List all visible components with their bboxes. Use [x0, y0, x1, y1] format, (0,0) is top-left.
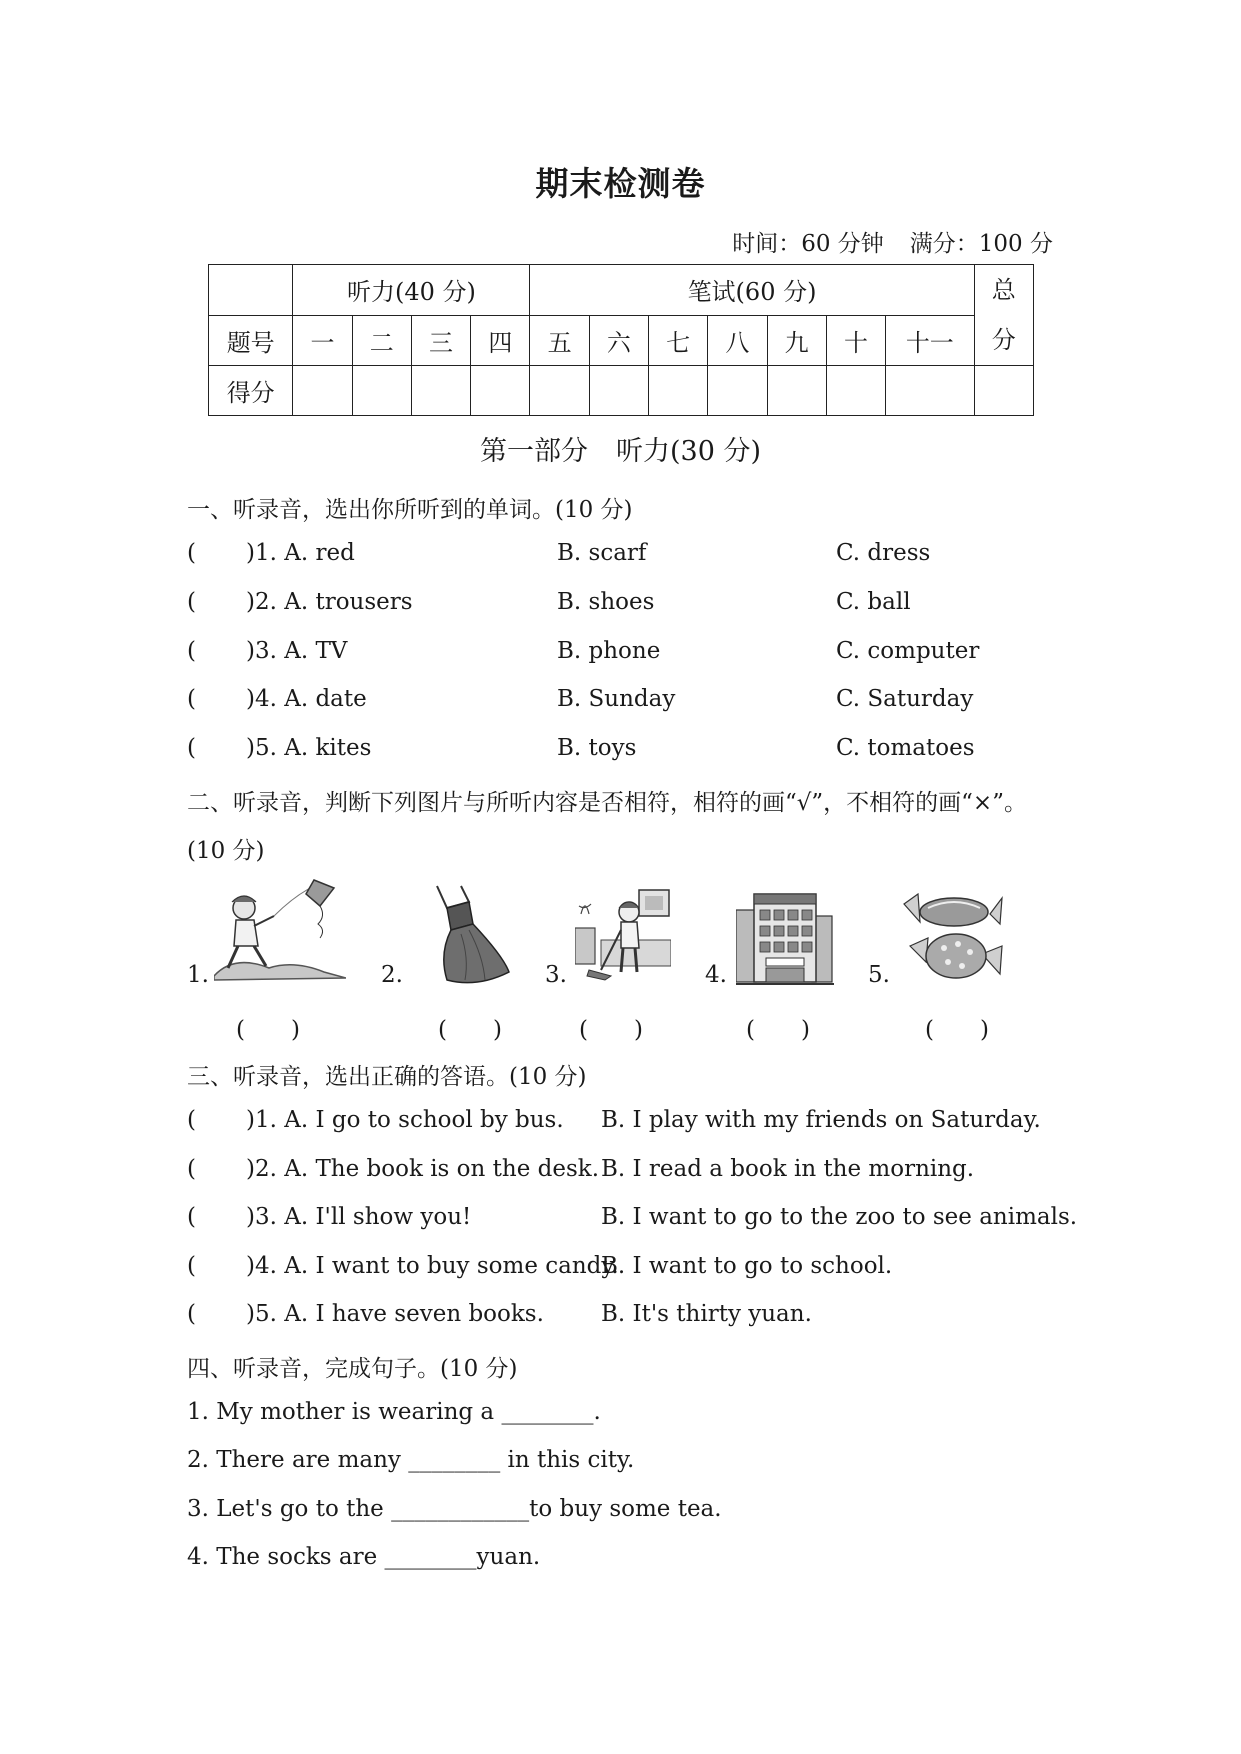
listening-header: 听力(40 分): [293, 265, 530, 316]
answer-paren[interactable]: (: [187, 735, 196, 761]
fill-sentence[interactable]: 4. The socks are ________yuan.: [187, 1544, 541, 1570]
score-cell[interactable]: [530, 366, 589, 416]
question-number-cell: 八: [708, 315, 767, 366]
option-b: B. I read a book in the morning.: [601, 1156, 975, 1182]
score-cell[interactable]: [708, 366, 767, 416]
q2-heading: 二、听录音，判断下列图片与所听内容是否相符，相符的画“√”，不相符的画“×”。: [187, 790, 1027, 816]
question-number-cell: 六: [589, 315, 648, 366]
option-a: )1. A. I go to school by bus.: [246, 1107, 564, 1133]
picture-label: 2.: [381, 962, 403, 988]
fill-sentence[interactable]: 3. Let's go to the ____________to buy some tea.: [187, 1496, 722, 1522]
question-number-cell: 四: [471, 315, 530, 366]
building-icon: [736, 890, 834, 986]
option-b: B. I play with my friends on Saturday.: [601, 1107, 1041, 1133]
option-b: B. toys: [557, 735, 637, 761]
q3-heading: 三、听录音，选出正确的答语。(10 分): [187, 1064, 587, 1090]
question-number-cell: 二: [352, 315, 411, 366]
dress-icon: [417, 884, 513, 986]
answer-paren[interactable]: (: [187, 1156, 196, 1182]
picture-label: 5.: [868, 962, 890, 988]
answer-paren[interactable]: (: [187, 1204, 196, 1230]
option-c: C. computer: [836, 638, 980, 664]
answer-paren[interactable]: (: [187, 686, 196, 712]
option-b: B. I want to go to the zoo to see animals.: [601, 1204, 1078, 1230]
question-number-label: 题号: [209, 315, 293, 366]
table-corner-cell: [209, 265, 293, 316]
boy-sweeping-icon: [575, 888, 671, 984]
full-score: 满分：100 分: [909, 231, 1053, 257]
answer-paren[interactable]: (: [187, 589, 196, 615]
option-b: B. phone: [557, 638, 661, 664]
option-c: C. tomatoes: [836, 735, 975, 761]
answer-box[interactable]: ( ): [236, 1017, 300, 1043]
answer-box[interactable]: ( ): [746, 1017, 810, 1043]
option-a: )2. A. trousers: [246, 589, 413, 615]
score-cell[interactable]: [649, 366, 708, 416]
question-number-cell: 七: [649, 315, 708, 366]
option-a: )4. A. date: [246, 686, 367, 712]
option-a: )1. A. red: [246, 540, 355, 566]
time-limit: 时间：60 分钟: [732, 231, 884, 257]
q4-heading: 四、听录音，完成句子。(10 分): [187, 1356, 518, 1382]
score-cell[interactable]: [826, 366, 885, 416]
score-cell[interactable]: [293, 366, 352, 416]
answer-paren[interactable]: (: [187, 638, 196, 664]
option-b: B. It's thirty yuan.: [601, 1301, 812, 1327]
total-header: 总 分: [974, 265, 1033, 366]
option-c: C. ball: [836, 589, 911, 615]
written-header: 笔试(60 分): [530, 265, 974, 316]
answer-paren[interactable]: (: [187, 540, 196, 566]
q2-heading-score: (10 分): [187, 838, 265, 864]
option-b: B. shoes: [557, 589, 655, 615]
option-c: C. dress: [836, 540, 931, 566]
answer-box[interactable]: ( ): [438, 1017, 502, 1043]
answer-paren[interactable]: (: [187, 1253, 196, 1279]
score-cell[interactable]: [589, 366, 648, 416]
score-cell[interactable]: [767, 366, 826, 416]
score-label: 得分: [209, 366, 293, 416]
boy-flying-kite-icon: [214, 876, 346, 986]
option-a: )3. A. I'll show you!: [246, 1204, 472, 1230]
answer-box[interactable]: ( ): [925, 1017, 989, 1043]
fill-sentence[interactable]: 2. There are many ________ in this city.: [187, 1447, 635, 1473]
option-a: )5. A. kites: [246, 735, 372, 761]
exam-meta: [732, 225, 1053, 258]
score-cell[interactable]: [352, 366, 411, 416]
option-c: C. Saturday: [836, 686, 974, 712]
picture-label: 1.: [187, 962, 209, 988]
question-number-cell: 一: [293, 315, 352, 366]
picture-label: 3.: [545, 962, 567, 988]
part-heading: 第一部分 听力(30 分): [479, 436, 761, 467]
score-table: [208, 264, 1034, 416]
option-b: B. I want to go to school.: [601, 1253, 893, 1279]
answer-box[interactable]: ( ): [579, 1017, 643, 1043]
score-cell[interactable]: [886, 366, 974, 416]
question-number-cell: 十一: [886, 315, 974, 366]
option-b: B. scarf: [557, 540, 647, 566]
candy-icon: [902, 890, 1004, 986]
picture-label: 4.: [705, 962, 727, 988]
fill-sentence[interactable]: 1. My mother is wearing a ________.: [187, 1399, 601, 1425]
question-number-cell: 五: [530, 315, 589, 366]
page-title: 期末检测卷: [535, 164, 706, 203]
score-cell[interactable]: [974, 366, 1033, 416]
option-a: )3. A. TV: [246, 638, 348, 664]
score-cell[interactable]: [411, 366, 470, 416]
q1-heading: 一、听录音，选出你所听到的单词。(10 分): [187, 497, 633, 523]
score-cell[interactable]: [471, 366, 530, 416]
answer-paren[interactable]: (: [187, 1107, 196, 1133]
option-a: )5. A. I have seven books.: [246, 1301, 544, 1327]
question-number-cell: 十: [826, 315, 885, 366]
question-number-cell: 三: [411, 315, 470, 366]
question-number-cell: 九: [767, 315, 826, 366]
answer-paren[interactable]: (: [187, 1301, 196, 1327]
option-a: )2. A. The book is on the desk.: [246, 1156, 600, 1182]
option-b: B. Sunday: [557, 686, 676, 712]
option-a: )4. A. I want to buy some candy.: [246, 1253, 619, 1279]
